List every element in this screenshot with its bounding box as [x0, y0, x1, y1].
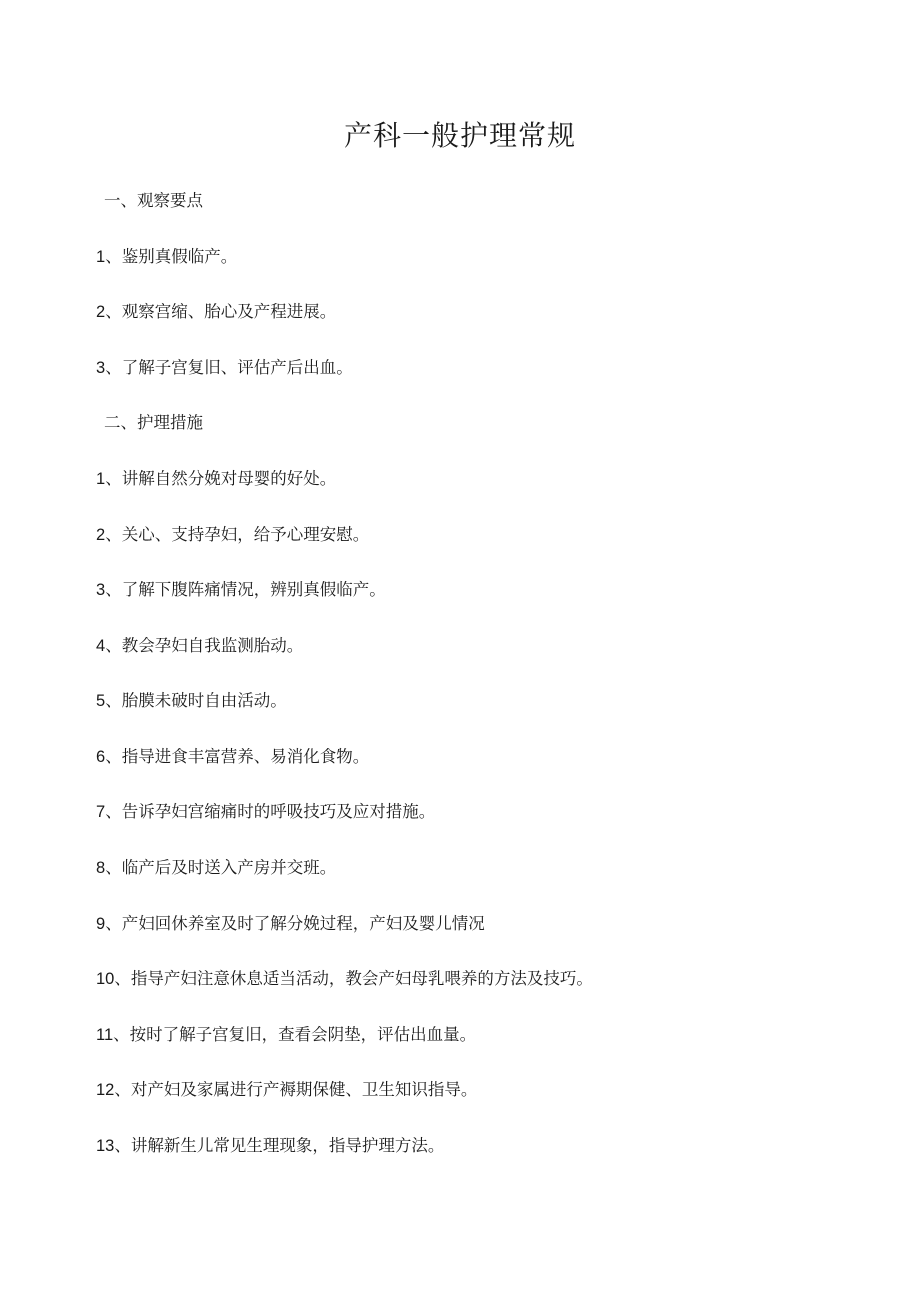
item-number: 11 [96, 1026, 114, 1044]
item-number: 9 [96, 915, 106, 933]
section-heading-observation: 一、观察要点 [104, 191, 203, 210]
item-number: 2 [96, 303, 106, 321]
list-item [96, 689, 287, 713]
section-heading-nursing-measures: 二、护理措施 [104, 413, 203, 432]
item-text: 、关心、支持孕妇，给予心理安慰。 [105, 525, 370, 544]
list-item [96, 245, 237, 269]
item-text: 、胎膜未破时自由活动。 [105, 691, 287, 710]
list-item [96, 1134, 444, 1158]
item-number: 10 [96, 970, 115, 988]
list-item [96, 356, 353, 380]
item-number: 4 [96, 637, 106, 655]
item-text: 、讲解自然分娩对母婴的好处。 [105, 469, 337, 488]
item-number: 3 [96, 581, 106, 599]
item-number: 3 [96, 359, 106, 377]
item-text: 、指导进食丰富营养、易消化食物。 [105, 747, 370, 766]
item-text: 、鉴别真假临产。 [105, 247, 238, 266]
item-number: 12 [96, 1081, 115, 1099]
list-item [96, 1023, 476, 1047]
list-item [96, 634, 303, 658]
list-item [96, 800, 435, 824]
list-item [96, 1078, 477, 1102]
item-text: 、指导产妇注意休息适当活动，教会产妇母乳喂养的方法及技巧。 [114, 969, 593, 988]
item-text: 、对产妇及家属进行产褥期保健、卫生知识指导。 [114, 1080, 478, 1099]
list-item [96, 523, 369, 547]
list-item [96, 300, 336, 324]
item-number: 5 [96, 692, 106, 710]
item-text: 、观察宫缩、胎心及产程进展。 [105, 302, 337, 321]
item-number: 8 [96, 859, 106, 877]
item-number: 2 [96, 526, 106, 544]
item-number: 6 [96, 748, 106, 766]
item-text: 、按时了解子宫复旧，查看会阴垫，评估出血量。 [113, 1025, 477, 1044]
item-number: 1 [96, 470, 106, 488]
document-title: 产科一般护理常规 [343, 119, 576, 152]
item-text: 、告诉孕妇宫缩痛时的呼吸技巧及应对措施。 [105, 802, 436, 821]
list-item [96, 856, 336, 880]
item-text: 、产妇回休养室及时了解分娩过程，产妇及婴儿情况 [105, 914, 485, 933]
item-text: 、教会孕妇自我监测胎动。 [105, 636, 304, 655]
item-number: 7 [96, 803, 106, 821]
item-text: 、讲解新生儿常见生理现象，指导护理方法。 [114, 1136, 445, 1155]
item-text: 、了解下腹阵痛情况，辨别真假临产。 [105, 580, 386, 599]
item-text: 、了解子宫复旧、评估产后出血。 [105, 358, 353, 377]
item-number: 1 [96, 248, 106, 266]
list-item [96, 745, 369, 769]
list-item [96, 467, 336, 491]
item-number: 13 [96, 1137, 115, 1155]
list-item [96, 967, 593, 991]
list-item [96, 912, 485, 936]
item-text: 、临产后及时送入产房并交班。 [105, 858, 337, 877]
list-item [96, 578, 386, 602]
